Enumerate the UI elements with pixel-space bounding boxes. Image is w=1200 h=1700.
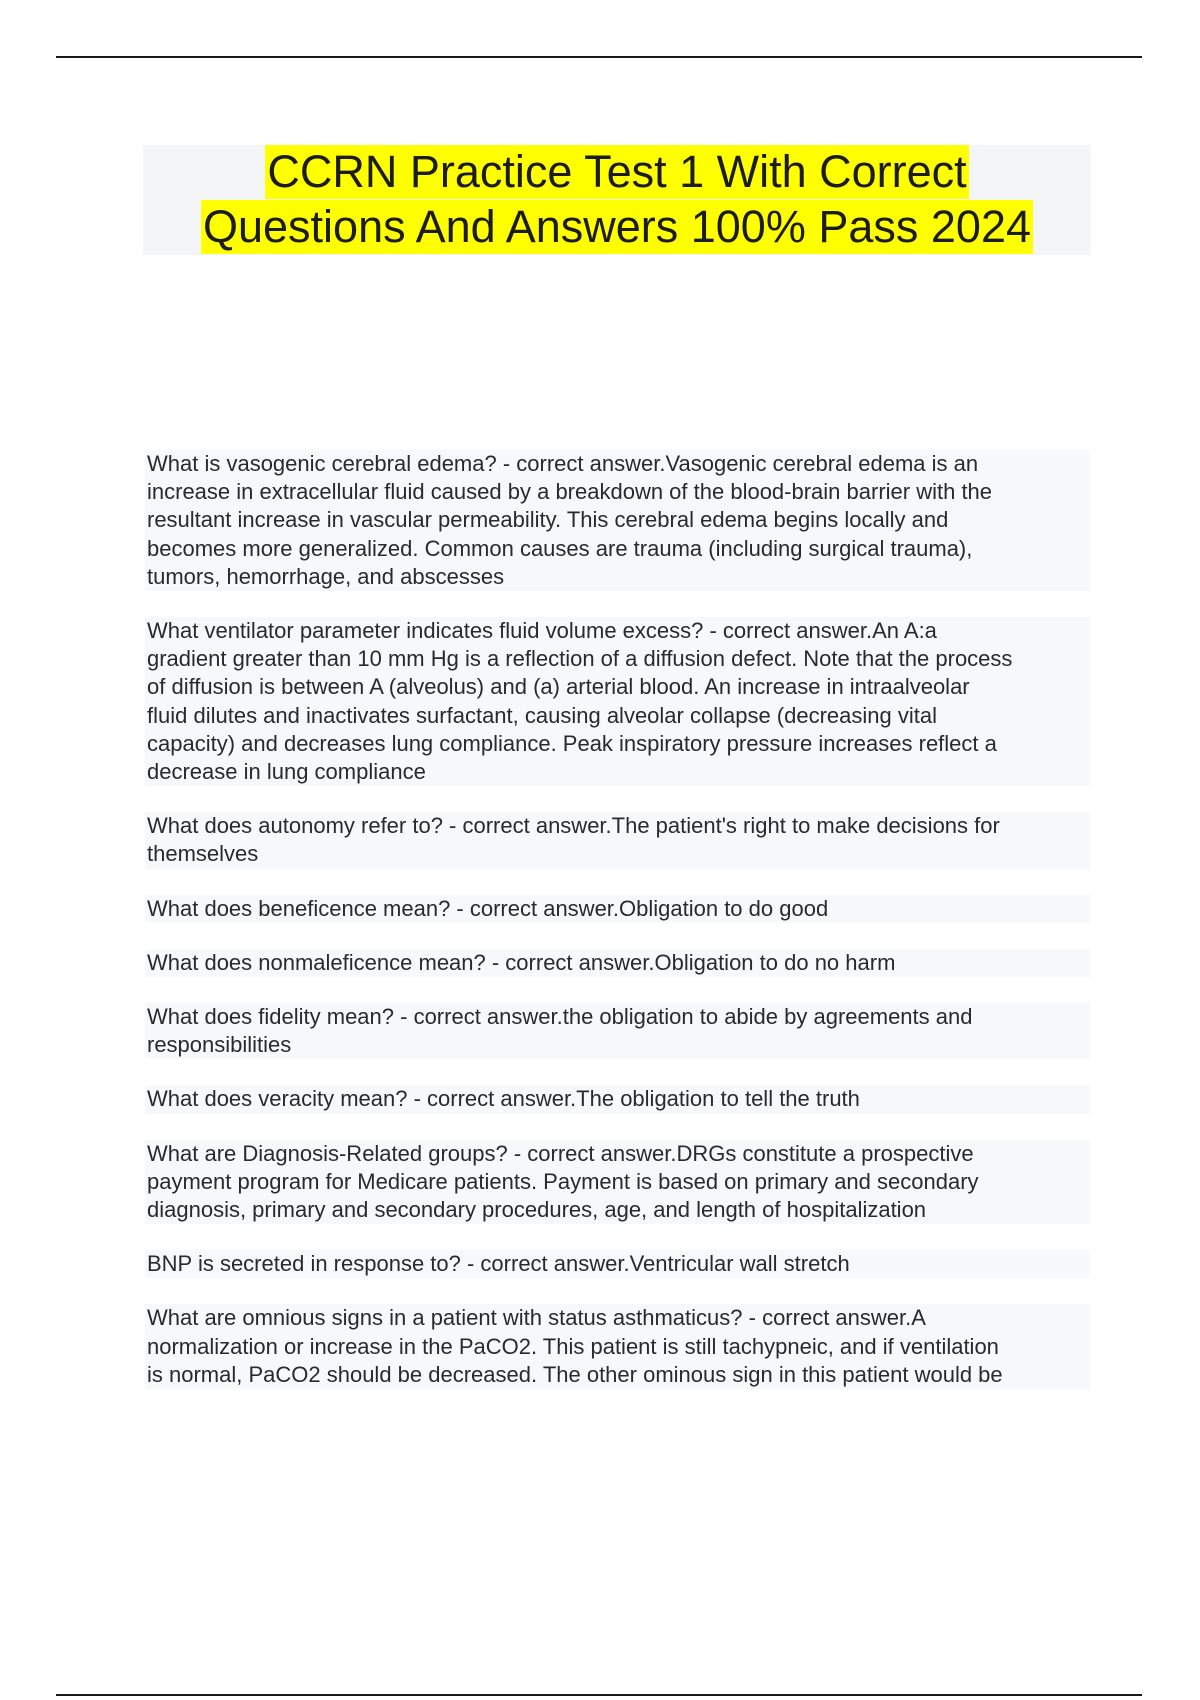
bottom-rule xyxy=(56,1694,1142,1696)
qa-line: payment program for Medicare patients. Payment is based on primary and secondary xyxy=(147,1168,979,1194)
qa-item xyxy=(145,1250,1090,1278)
qa-line: diagnosis, primary and secondary procedures, age, and length of hospitalization xyxy=(147,1197,927,1223)
qa-line: is normal, PaCO2 should be decreased. The other ominous sign in this patient would be xyxy=(147,1361,1003,1387)
qa-line: resultant increase in vascular permeability. This cerebral edema begins locally and xyxy=(147,507,949,533)
qa-line: What are Diagnosis-Related groups? - correct answer.DRGs constitute a prospective xyxy=(147,1140,974,1166)
qa-line: BNP is secreted in response to? - correct answer.Ventricular wall stretch xyxy=(147,1251,850,1277)
qa-line: becomes more generalized. Common causes are trauma (including surgical trauma), xyxy=(147,535,973,561)
qa-line: What does beneficence mean? - correct answer.Obligation to do good xyxy=(147,895,829,921)
qa-item xyxy=(145,949,1090,977)
qa-list xyxy=(145,450,1090,1415)
qa-item xyxy=(145,1085,1090,1113)
qa-line: tumors, hemorrhage, and abscesses xyxy=(147,563,505,589)
qa-line: What does fidelity mean? - correct answer.the obligation to abide by agreements and xyxy=(147,1004,973,1030)
qa-item xyxy=(145,812,1090,868)
qa-item xyxy=(145,1003,1090,1059)
title-line-2: Questions And Answers 100% Pass 2024 xyxy=(202,201,1032,252)
qa-line: What does veracity mean? - correct answer.The obligation to tell the truth xyxy=(147,1086,860,1112)
qa-line: gradient greater than 10 mm Hg is a reflection of a diffusion defect. Note that the process xyxy=(147,646,1013,672)
qa-line: What does nonmaleficence mean? - correct answer.Obligation to do no harm xyxy=(147,949,896,975)
qa-line: responsibilities xyxy=(147,1032,292,1058)
qa-line: normalization or increase in the PaCO2. This patient is still tachypneic, and if ventilation xyxy=(147,1333,999,1359)
page-title xyxy=(143,145,1091,255)
qa-item xyxy=(145,895,1090,923)
qa-line: What is vasogenic cerebral edema? - correct answer.Vasogenic cerebral edema is an xyxy=(147,451,979,476)
qa-line: decrease in lung compliance xyxy=(147,759,426,785)
qa-line: fluid dilutes and inactivates surfactant, causing alveolar collapse (decreasing vital xyxy=(147,702,937,728)
qa-line: of diffusion is between A (alveolus) and (a) arterial blood. An increase in intraalveolar xyxy=(147,674,970,700)
qa-item xyxy=(145,617,1090,786)
qa-line: What ventilator parameter indicates fluid volume excess? - correct answer.An A:a xyxy=(147,618,937,644)
top-rule xyxy=(56,56,1142,58)
qa-item xyxy=(145,1140,1090,1225)
qa-line: themselves xyxy=(147,841,259,867)
qa-line: What are omnious signs in a patient with status asthmaticus? - correct answer.A xyxy=(147,1305,926,1331)
qa-item xyxy=(145,450,1090,591)
qa-line: increase in extracellular fluid caused by a breakdown of the blood-brain barrier with the xyxy=(147,479,993,505)
qa-item xyxy=(145,1304,1090,1389)
qa-line: What does autonomy refer to? - correct answer.The patient's right to make decisions for xyxy=(147,813,1000,839)
title-line-1: CCRN Practice Test 1 With Correct xyxy=(267,146,967,197)
qa-line: capacity) and decreases lung compliance. Peak inspiratory pressure increases reflect a xyxy=(147,730,997,756)
